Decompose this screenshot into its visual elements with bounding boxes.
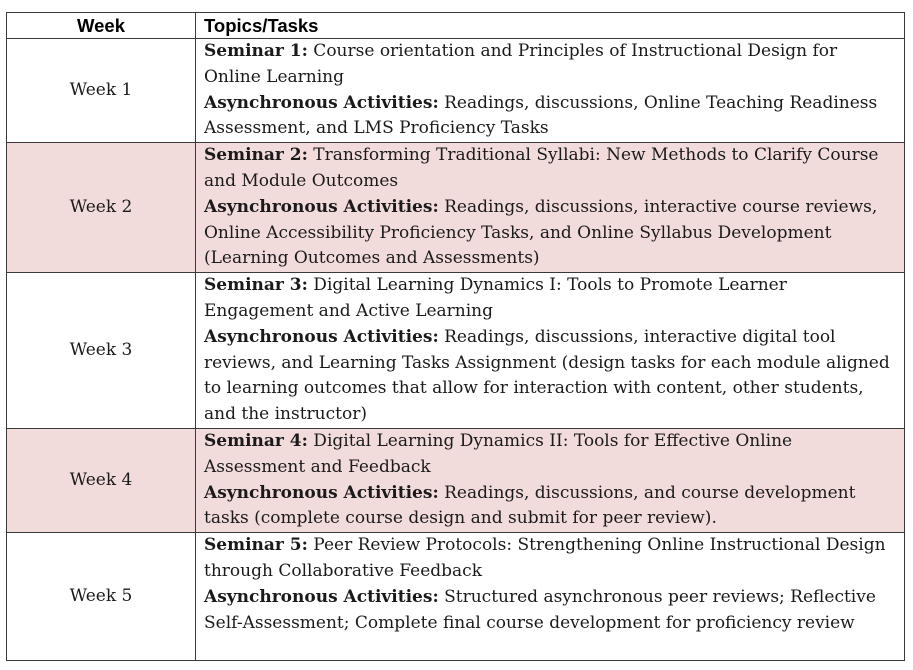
async-entry [204,91,892,143]
seminar-entry [204,39,892,91]
async-label: Asynchronous Activities: [204,92,439,113]
topics-cell [196,428,905,532]
seminar-text: Course orientation and Principles of Instructional Design for Online Learning [204,41,838,87]
seminar-text: Peer Review Protocols: Strengthening Online Instructional Design through Collaborative Feedback [204,535,886,581]
async-entry [204,325,892,428]
seminar-entry [204,533,892,585]
week-cell: Week 1 [7,39,196,143]
seminar-label: Seminar 1: [204,41,308,61]
async-label: Asynchronous Activities: [204,326,439,347]
async-entry [204,195,892,272]
table-row [7,39,905,143]
seminar-text: Transforming Traditional Syllabi: New Methods to Clarify Course and Module Outcomes [204,145,879,191]
topics-cell [196,39,905,143]
async-entry [204,585,892,637]
topics-cell [196,273,905,429]
header-row [7,13,905,39]
topics-cell [196,533,905,661]
seminar-entry [204,429,892,481]
async-text: Readings, discussions, and course development tasks (complete course design and submit for peer review). [204,482,856,529]
week-cell: Week 2 [7,143,196,273]
seminar-entry [204,273,892,325]
seminar-entry [204,143,892,195]
async-text: Readings, discussions, Online Teaching Readiness Assessment, and LMS Proficiency Tasks [204,92,878,139]
table-row [7,533,905,661]
async-text: Structured asynchronous peer reviews; Reflective Self-Assessment; Complete final course development for proficiency review [204,586,876,633]
async-entry [204,481,892,533]
week-cell: Week 5 [7,533,196,661]
seminar-text: Digital Learning Dynamics I: Tools to Promote Learner Engagement and Active Learning [204,275,787,321]
week-cell: Week 4 [7,428,196,532]
seminar-label: Seminar 5: [204,535,308,556]
async-text: Readings, discussions, interactive digital tool reviews, and Learning Tasks Assignment (design tasks for each module aligned to learning outcomes that allow for interaction with content, other students, and the instructor) [204,326,890,425]
seminar-label: Seminar 3: [204,275,308,296]
table-row [7,428,905,532]
week-column-header: Week [7,13,196,39]
topics-cell [196,143,905,273]
seminar-text: Digital Learning Dynamics II: Tools for Effective Online Assessment and Feedback [204,430,793,477]
async-label: Asynchronous Activities: [204,196,439,217]
seminar-label: Seminar 4: [204,430,308,451]
schedule-table [6,12,905,661]
async-label: Asynchronous Activities: [204,586,439,607]
topics-column-header: Topics/Tasks [196,13,905,39]
async-text: Readings, discussions, interactive course reviews, Online Accessibility Proficiency Tasks, and Online Syllabus Development (Learning Outcomes and Assessments) [204,196,878,269]
week-cell: Week 3 [7,273,196,429]
table-row [7,143,905,273]
seminar-label: Seminar 2: [204,145,308,166]
async-label: Asynchronous Activities: [204,482,439,503]
table-row [7,273,905,429]
